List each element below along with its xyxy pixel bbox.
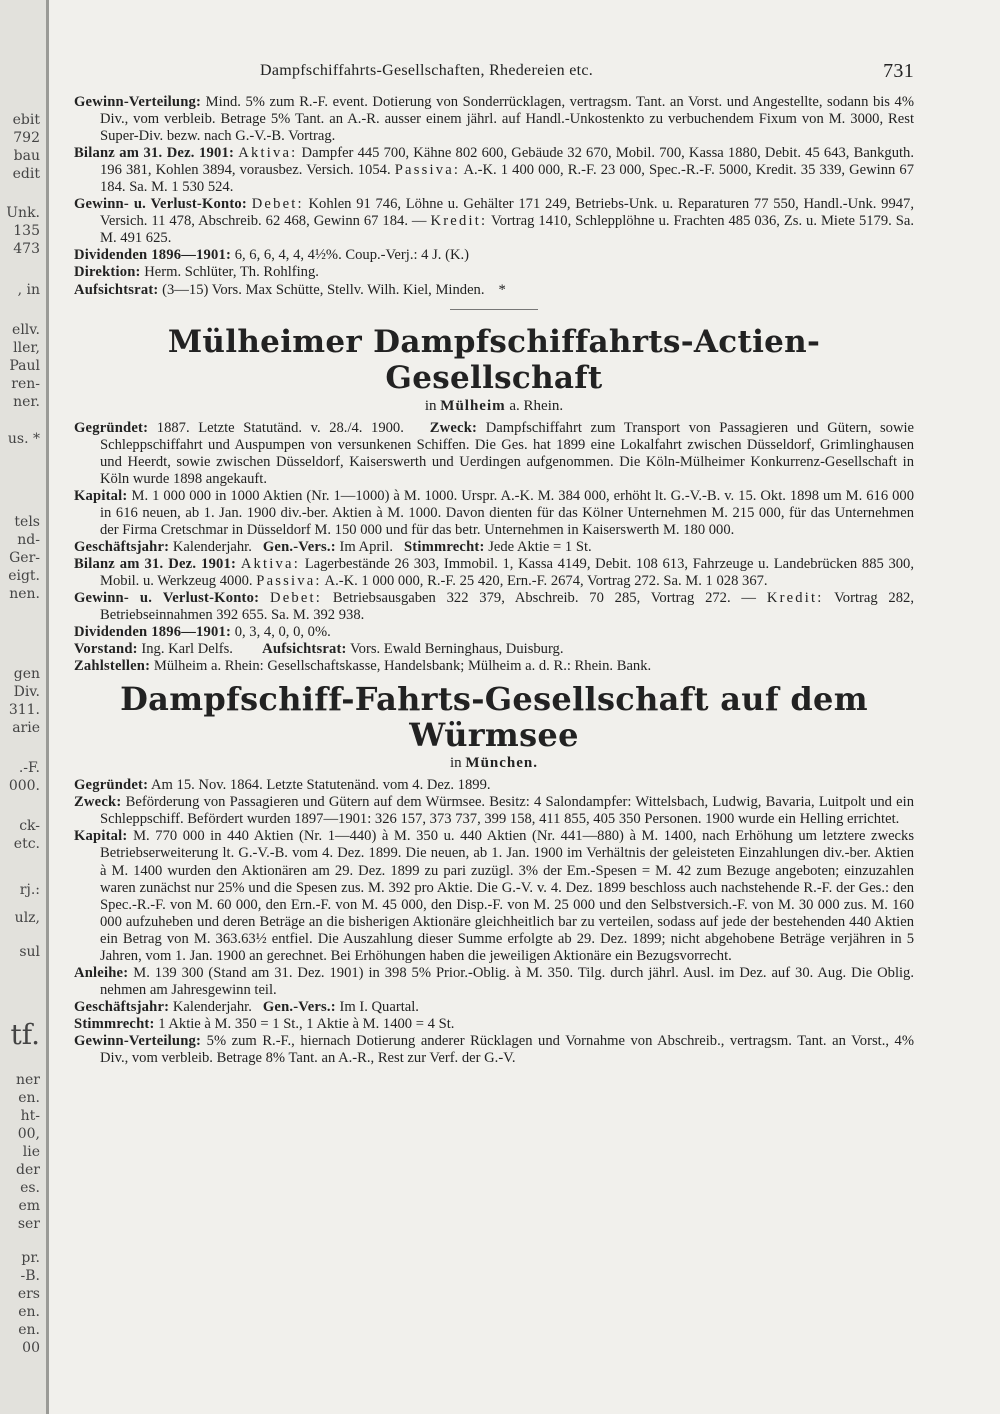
entry-label: Anleihe: <box>74 964 129 981</box>
gutter-fragment: 473 <box>13 241 40 257</box>
gutter-fragment: us. * <box>7 431 40 447</box>
entry-text: 0, 3, 4, 0, 0, 0%. <box>234 624 331 641</box>
entry-text: Beförderung von Passagieren und Gütern auf dem Würmsee. Besitz: 4 Salondampfer: Wittelsbach, Ludwig, Bavaria, Luitpolt und ein Schleppschiff. Befördert wurden 1897—1901: 326 157, 373 737, 399 158, 411 855, 405 350 Personen. 1900 wurde ein Helling errichtet. <box>100 794 914 828</box>
gutter-fragment: sul <box>19 944 40 960</box>
kapital-entry <box>74 488 914 539</box>
entry-text: Am 15. Nov. 1864. Letzte Statutenänd. vom 4. Dez. 1899. <box>151 777 491 794</box>
entry-label: Gewinn- u. Verlust-Konto: <box>74 590 260 607</box>
entry-label: Gen.-Vers.: <box>262 998 336 1015</box>
entry-text: Im April. <box>339 538 394 555</box>
gutter-fragment: der <box>16 1162 40 1178</box>
gutter-fragment: ner. <box>13 394 40 410</box>
entry-star-mark: * <box>498 281 506 298</box>
entry-label: Kapital: <box>74 828 128 845</box>
entry-label: Zweck: <box>429 419 478 436</box>
entry-text: Jede Aktie = 1 St. <box>488 538 592 555</box>
debet-word: Debet: <box>269 590 323 607</box>
entry-label: Gegründet: <box>74 419 149 436</box>
document-page <box>74 58 914 1067</box>
gutter-fragment: ner <box>16 1072 40 1088</box>
debet-text: Betriebsausgaben 322 379, Abschreib. 70 285, Vortrag 272. — <box>332 590 757 607</box>
gutter-fragment: 00, <box>17 1126 40 1142</box>
entry-label: Stimmrecht: <box>403 538 485 555</box>
passiva-word: Passiva: <box>394 162 461 179</box>
gutter-fragment: edit <box>12 166 40 182</box>
gutter-fragment: en. <box>18 1322 40 1338</box>
gutter-fragment: pr. <box>21 1250 40 1266</box>
gutter-fragment: tels <box>14 514 40 530</box>
gutter-fragment: eigt. <box>8 568 40 584</box>
entry-label: Zweck: <box>74 794 122 811</box>
company-location <box>74 396 914 416</box>
entry-text: 5% zum R.-F., hiernach Dotierung anderer Rücklagen und Vornahme von Abschreib., vertragsm. Tant. an Vorst., 4% Div., vom verbleib. Betrage 8% Tant. an A.-R., Rest zur Verf. der G.-V. <box>100 1032 914 1067</box>
entry-label: Bilanz am 31. Dez. 1901: <box>74 555 237 572</box>
gewinn-verlust-entry <box>74 196 914 247</box>
gutter-fragment: arie <box>12 720 40 736</box>
location-prefix: in <box>449 755 462 772</box>
company-title: Dampfschiff-Fahrts-Gesellschaft auf dem Würmsee <box>120 680 868 755</box>
entry-text: M. 139 300 (Stand am 31. Dez. 1901) in 398 5% Prior.-Oblig. à M. 350. Tilg. durch jährl. Ausl. im Dez. auf 30. Aug. Die Oblig. nehmen am Jahresgewinn teil. <box>100 964 914 998</box>
entry-label: Dividenden 1896—1901: <box>74 247 232 264</box>
gutter-fragment: gen <box>13 666 40 682</box>
kredit-word: Kredit: <box>430 213 488 230</box>
kredit-text: Vortrag 1410, Schlepplöhne u. Frachten 485 036, Zs. u. Miete 5179. Sa. M. 491 625. <box>100 213 914 247</box>
location-city: Mülheim <box>440 397 506 414</box>
kredit-word: Kredit: <box>766 590 824 607</box>
entry-text: Ing. Karl Delfs. <box>141 641 233 658</box>
entry-label: Kapital: <box>74 487 128 504</box>
company-title: Mülheimer Dampfschiffahrts-Actien-Gesellschaft <box>167 323 821 396</box>
entry-text: Kalenderjahr. <box>172 538 252 555</box>
running-header-title: Dampfschiffahrts-Gesellschaften, Rhedereien etc. <box>260 62 594 79</box>
gutter-fragment: 135 <box>13 223 40 239</box>
bilanz-entry <box>74 556 914 590</box>
gutter-fragment: ht- <box>20 1108 40 1124</box>
gewinn-verlust-entry <box>74 590 914 624</box>
bilanz-entry <box>74 145 914 196</box>
gutter-fragment: nen. <box>9 586 40 602</box>
gutter-fragment: ck- <box>19 818 40 834</box>
entry-text: M. 1 000 000 in 1000 Aktien (Nr. 1—1000) à M. 1000. Urspr. A.-K. M. 384 000, erhöht lt. G.-V.-B. v. 15. Okt. 1898 um M. 616 000 in 616 neuen, ab 1. Jan. 1900 div.-ber. Aktien à M. 1000. Davon dienten für das Kölner Unternehmen M. 215 000, für das Unternehmen der Firma Cretschmar in Düsseldorf M. 150 000 und für das betr. Unternehmen in Kaiserswerth M. 180 000. <box>100 487 915 538</box>
gutter-fragment: bau <box>13 148 40 164</box>
gewinn-verteilung-entry <box>74 1033 914 1067</box>
running-header <box>74 58 914 86</box>
page-number: 731 <box>883 60 914 82</box>
vorstand-aufsichtsrat-entry <box>74 641 914 658</box>
entry-label: Geschäftsjahr: <box>74 998 170 1015</box>
gutter-fragment: ren- <box>11 376 40 392</box>
aktiva-text: Lagerbestände 26 303, Immobil. 1, Kassa 4149, Debit. 108 613, Fahrzeuge u. Landebrücken 885 300, Mobil. u. Werkzeug 4000. <box>100 555 915 589</box>
dividenden-entry <box>74 247 914 264</box>
gutter-fragment: nd- <box>17 532 40 548</box>
passiva-text: A.-K. 1 400 000, R.-F. 23 000, Spec.-R.-F. 5000, Kredit. 35 339, Gewinn 67 184. Sa. M. 1 530 524. <box>100 162 915 196</box>
entry-label: Gen.-Vers.: <box>262 538 336 555</box>
entry-text: M. 770 000 in 440 Aktien (Nr. 1—440) à M. 350 u. 440 Aktien (Nr. 441—880) à M. 1400, nach Erhöhung um letztere zwecks Betriebserweiterung lt. G.-V.-B. vom 4. Dez. 1899. Die neuen, ab 1. Jan. 1900 im Verhältnis der geleisteten Einzahlungen div.-ber. Aktien à M. 1400 wurden den Aktionären am 29. Dez. 1899 zu pari zuzügl. 3% der Em.-Spesen = M. 42 zum Bezuge angeboten; einzuzahlen waren zunächst nur 25% und die Spesen zus. M. 392 pro Aktie. Die G.-V. v. 4. Dez. 1899 beschloss auch nachstehende R.-F. der Ges.: den Spec.-R.-F. von M. 60 000, den Ern.-F. von M. 45 000, den Disp.-F. von M. 25 000 und den Selbstversich.-F. von M. 30 000 zus. M. 160 000 aufzuheben und deren Beträge an die bisherigen Aktionäre gleichheitlich bar zu verteilen, sodass auf jede der bestehenden 440 Aktien ein Betrag von M. 363.63½ entfiel. Die Auszahlung dieser Summe erfolgte ab 29. Dez. 1899; nicht abgehobene Beträge verjähren in 5 Jahren, vom 1. Jan. 1900 an gerechnet. Bei Erhöhungen haben die jeweiligen Aktionäre ein Bezugsvorrecht. <box>100 828 915 964</box>
gutter-fragment: en. <box>18 1304 40 1320</box>
entry-label: Aufsichtsrat: <box>74 281 159 298</box>
gutter-fragment: 792 <box>13 130 40 146</box>
company-location <box>74 753 914 773</box>
entry-label: Gegründet: <box>74 777 149 794</box>
entry-label: Gewinn- u. Verlust-Konto: <box>74 196 247 213</box>
debet-word: Debet: <box>251 196 304 213</box>
gutter-fragment: lie <box>22 1144 40 1160</box>
entry-text: Mülheim a. Rhein: Gesellschaftskasse, Handelsbank; Mülheim a. d. R.: Rhein. Bank. <box>153 658 652 675</box>
company-entry-muelheimer <box>74 324 914 676</box>
gegruendet-entry <box>74 777 914 794</box>
gutter-fragment: ser <box>17 1216 40 1232</box>
gegruendet-zweck-entry <box>74 420 914 488</box>
section-separator <box>450 309 538 310</box>
gutter-fragment: Div. <box>13 684 40 700</box>
gutter-fragment: ulz, <box>14 910 40 926</box>
geschaeftsjahr-entry <box>74 539 914 556</box>
location-suffix: a. Rhein. <box>509 397 564 414</box>
entry-text: Mind. 5% zum R.-F. event. Dotierung von Sonderrücklagen, vertragsm. Tant. an Vorst. und Angestellte, sodann bis 4% Div., vom verbleib. Betrage 5% Tant. an A.-R. ausser einem jährl. auf Handl.-Unkostenkto zu verbuchendem Fixum von M. 3000, Rest Super-Div. bezw. nach G.-V.-B. Vortrag. <box>100 94 914 145</box>
gutter-fragment: em <box>18 1198 40 1214</box>
gutter-fragment: tf. <box>10 1018 40 1051</box>
anleihe-entry <box>74 965 914 999</box>
aufsichtsrat-entry <box>74 282 914 299</box>
location-prefix: in <box>424 397 437 414</box>
entry-text: 1 Aktie à M. 350 = 1 St., 1 Aktie à M. 1400 = 4 St. <box>158 1015 455 1032</box>
kredit-text: Vortrag 282, Betriebseinnahmen 392 655. Sa. M. 392 938. <box>100 590 914 624</box>
gutter-fragment: ebit <box>12 112 40 128</box>
entry-text: Kalenderjahr. <box>172 998 252 1015</box>
entry-label: Zahlstellen: <box>74 658 151 675</box>
gutter-fragment: -B. <box>20 1268 40 1284</box>
geschaeftsjahr-entry <box>74 999 914 1016</box>
gutter-fragment: Unk. <box>6 205 40 221</box>
kapital-entry <box>74 828 914 964</box>
gutter-fragment: Paul <box>9 358 40 374</box>
entry-text: 1887. Letzte Statutänd. v. 28./4. 1900. <box>156 419 404 436</box>
entry-label: Vorstand: <box>74 641 138 658</box>
aktiva-word: Aktiva: <box>240 555 300 572</box>
entry-label: Geschäftsjahr: <box>74 538 170 555</box>
debet-text: Kohlen 91 746, Löhne u. Gehälter 171 249, Betriebs-Unk. u. Reparaturen 77 550, Handl.-Unk. 9947, Versich. 11 478, Abschreib. 62 468, Gewinn 67 184. — <box>100 196 914 230</box>
stimmrecht-entry <box>74 1016 914 1033</box>
passiva-text: A.-K. 1 000 000, R.-F. 25 420, Ern.-F. 2674, Vortrag 272. Sa. M. 1 028 367. <box>324 572 768 589</box>
dividenden-entry <box>74 624 914 641</box>
entry-label: Dividenden 1896—1901: <box>74 624 232 641</box>
aktiva-text: Dampfer 445 700, Kähne 802 600, Gebäude 32 670, Mobil. 700, Kassa 1880, Debit. 45 643, Bankguth. 196 381, Kohlen 3894, vorausbez. Versich. 1054. <box>100 145 914 179</box>
gutter-fragment: rj.: <box>19 882 40 898</box>
entry-label: Stimmrecht: <box>74 1015 155 1032</box>
preceding-company-entry <box>74 94 914 299</box>
direktion-entry <box>74 264 914 281</box>
entry-text: Dampfschiffahrt zum Transport von Passagieren und Gütern, sowie Schleppschiffahrt und Auspumpen von versunkenen Schiffen. Die Ges. hat 1899 eine Lokalfahrt zwischen Düsseldorf, Grimlinghausen und Heerdt, sowie zwischen Düsseldorf, Kaiserswerth und Uerdingen aufgenommen. Die Köln-Mülheimer Konkurrenz-Gesellschaft in Köln wurde 1898 angekauft. <box>100 419 915 487</box>
gutter-fragment: 000. <box>8 778 40 794</box>
entry-label: Gewinn-Verteilung: <box>74 1032 202 1049</box>
gutter-fragment: , in <box>17 282 40 298</box>
gewinn-verteilung-entry <box>74 94 914 145</box>
gutter-fragment: en. <box>18 1090 40 1106</box>
gutter-fragment: es. <box>20 1180 40 1196</box>
entry-label: Aufsichtsrat: <box>262 641 347 658</box>
entry-text: Vors. Ewald Berninghaus, Duisburg. <box>350 641 564 658</box>
adjacent-page-gutter <box>0 0 49 1414</box>
gutter-fragment: etc. <box>13 836 40 852</box>
entry-label: Bilanz am 31. Dez. 1901: <box>74 145 235 162</box>
entry-text: Im I. Quartal. <box>339 998 419 1015</box>
gutter-fragment: 00 <box>22 1340 40 1356</box>
location-city: München. <box>465 755 538 772</box>
entry-text: Herm. Schlüter, Th. Rohlfing. <box>144 264 319 281</box>
entry-label: Gewinn-Verteilung: <box>74 94 202 110</box>
entry-text: (3—15) Vors. Max Schütte, Stellv. Wilh. Kiel, Minden. <box>162 281 485 298</box>
company-entry-wuermsee <box>74 681 914 1067</box>
zahlstellen-entry <box>74 658 914 675</box>
gutter-fragment: ellv. <box>12 322 40 338</box>
entry-label: Direktion: <box>74 264 141 281</box>
zweck-entry <box>74 794 914 828</box>
passiva-word: Passiva: <box>256 572 322 589</box>
gutter-fragment: .-F. <box>18 760 40 776</box>
gutter-fragment: 311. <box>8 702 40 718</box>
entry-text: 6, 6, 6, 4, 4, 4½%. Coup.-Verj.: 4 J. (K.) <box>234 247 469 264</box>
aktiva-word: Aktiva: <box>238 145 298 162</box>
gutter-fragment: ller, <box>13 340 40 356</box>
gutter-fragment: ers <box>17 1286 40 1302</box>
gutter-fragment: Ger- <box>9 550 40 566</box>
